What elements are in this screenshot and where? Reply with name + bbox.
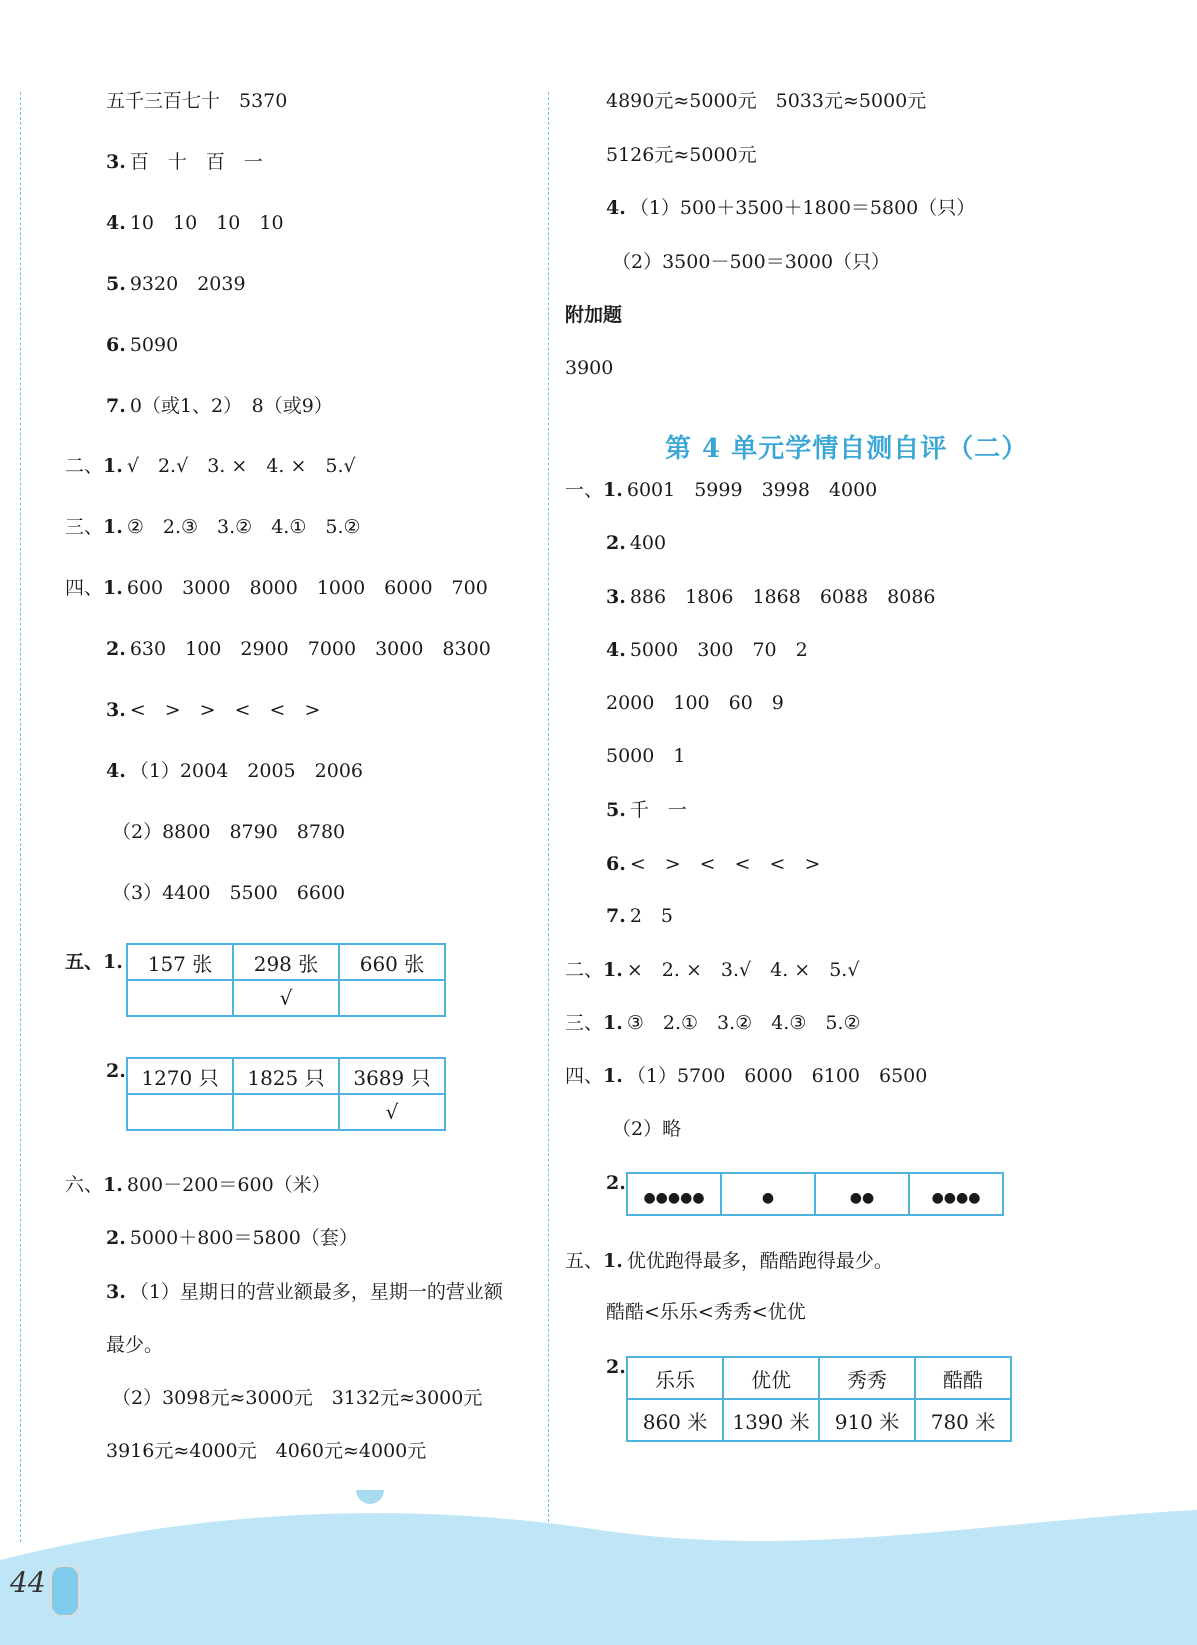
answer-text: （1）星期日的营业额最多，星期一的营业额	[129, 1281, 503, 1303]
item-number: 1.	[103, 577, 123, 599]
answer-line	[106, 1438, 426, 1464]
distance-cell: 1390 米	[723, 1399, 819, 1441]
item-number: 1.	[603, 1065, 623, 1087]
answer-line	[565, 302, 622, 328]
answer-line	[65, 575, 488, 601]
answer-line	[106, 88, 287, 114]
answer-line	[112, 819, 345, 845]
name-cell: 乐乐	[627, 1357, 723, 1399]
table-label: 2.	[106, 1060, 126, 1082]
check-cell: √	[339, 1094, 445, 1130]
answer-line	[106, 636, 491, 662]
dots-table	[626, 1172, 1004, 1216]
answer-line	[106, 149, 263, 175]
answer-line	[565, 1063, 927, 1089]
item-number: 2.	[106, 1227, 126, 1249]
table-label: 2.	[606, 1356, 626, 1378]
left-margin-divider	[20, 92, 21, 1542]
item-number: 1.	[103, 516, 123, 538]
answer-line	[106, 332, 178, 358]
item-number: 3.	[106, 699, 126, 721]
answer-text: ② 2.③ 3.② 4.① 5.②	[126, 516, 361, 538]
answer-text: 5000 300 70 2	[629, 639, 808, 661]
answer-text: 5090	[129, 334, 179, 356]
answer-text: × 2. × 3.√ 4. × 5.√	[626, 959, 860, 981]
item-number: 4.	[606, 639, 626, 661]
answer-table-2	[126, 1057, 446, 1131]
answer-text: 5000 1	[606, 745, 686, 767]
answer-line	[565, 1010, 861, 1036]
answer-line	[606, 195, 975, 221]
section-marker: 五、	[565, 1250, 604, 1272]
dots-cell: ●●	[815, 1173, 909, 1215]
answer-text: （2）8800 8790 8780	[112, 821, 346, 843]
table-cell: 157 张	[127, 944, 233, 980]
item-number: 4.	[106, 760, 126, 782]
answer-line	[106, 271, 246, 297]
answer-text: （2）3098元≈3000元 3132元≈3000元	[112, 1387, 483, 1409]
name-cell: 秀秀	[819, 1357, 915, 1399]
section-marker: 四、	[65, 577, 104, 599]
answer-line	[65, 1172, 331, 1198]
name-cell: 优优	[723, 1357, 819, 1399]
table-label: 2.	[606, 1172, 626, 1194]
answer-line	[606, 530, 666, 556]
answer-text: 886 1806 1868 6088 8086	[629, 586, 936, 608]
item-number: 1.	[603, 1250, 623, 1272]
item-number: 7.	[606, 905, 626, 927]
section-marker: 四、	[565, 1065, 604, 1087]
answer-text: 9320 2039	[129, 273, 246, 295]
answer-text: 630 100 2900 7000 3000 8300	[129, 638, 491, 660]
answer-line	[106, 393, 333, 419]
answer-text: 2000 100 60 9	[606, 692, 784, 714]
table-cell: 298 张	[233, 944, 339, 980]
answer-line	[606, 584, 936, 610]
answer-text: 400	[629, 532, 667, 554]
distance-cell: 860 米	[627, 1399, 723, 1441]
item-number: 1.	[103, 1174, 123, 1196]
answer-text: 4890元≈5000元 5033元≈5000元	[606, 90, 927, 112]
answer-line	[106, 1332, 163, 1358]
answer-text: （2）3500－500＝3000（只）	[612, 251, 891, 273]
item-number: 1.	[603, 479, 623, 501]
answer-text: （2）略	[612, 1118, 682, 1140]
item-number: 2.	[606, 532, 626, 554]
answer-line	[565, 957, 859, 983]
check-cell: √	[233, 980, 339, 1016]
answer-line	[106, 697, 320, 723]
answer-text: 优优跑得最多，酷酷跑得最少。	[626, 1250, 893, 1272]
answer-text: （1）2004 2005 2006	[129, 760, 363, 782]
answer-text: 最少。	[106, 1334, 164, 1356]
check-cell	[233, 1094, 339, 1130]
answer-line	[606, 142, 757, 168]
check-cell	[127, 1094, 233, 1130]
item-number: 5.	[106, 273, 126, 295]
section-marker: 二、	[65, 455, 104, 477]
answer-line	[65, 514, 361, 540]
section-marker: 一、	[565, 479, 604, 501]
answer-line	[106, 1225, 358, 1251]
answer-text: √ 2.√ 3. × 4. × 5.√	[126, 455, 356, 477]
section-marker: 三、	[565, 1012, 604, 1034]
answer-table-1	[126, 943, 446, 1017]
answer-text: < > < < < >	[629, 853, 821, 875]
answer-text: 千 一	[629, 799, 687, 821]
answer-line	[112, 880, 345, 906]
answer-line	[565, 355, 613, 381]
answer-line	[606, 690, 784, 716]
check-cell	[339, 980, 445, 1016]
column-divider	[548, 92, 549, 1542]
answer-text: 五千三百七十 5370	[106, 90, 288, 112]
answer-line	[106, 210, 284, 236]
item-number: 4.	[106, 212, 126, 234]
section-marker: 三、	[65, 516, 104, 538]
answer-text: 2 5	[629, 905, 674, 927]
running-distance-table	[626, 1356, 1012, 1442]
answer-line	[606, 851, 820, 877]
answer-line	[606, 743, 685, 769]
distance-cell: 910 米	[819, 1399, 915, 1441]
answer-text: ③ 2.① 3.② 4.③ 5.②	[626, 1012, 861, 1034]
distance-cell: 780 米	[915, 1399, 1011, 1441]
mascot-icon	[50, 1565, 80, 1617]
answer-text: 600 3000 8000 1000 6000 700	[126, 577, 488, 599]
answer-text: （1）5700 6000 6100 6500	[626, 1065, 928, 1087]
table-cell: 3689 只	[339, 1058, 445, 1094]
answer-line	[606, 903, 673, 929]
answer-text: 6001 5999 3998 4000	[626, 479, 878, 501]
answer-line	[565, 1248, 893, 1274]
dots-cell: ●●●●●	[627, 1173, 721, 1215]
answer-text: 5126元≈5000元	[606, 144, 757, 166]
answer-text: （3）4400 5500 6600	[112, 882, 346, 904]
answer-text: 5000＋800＝5800（套）	[129, 1227, 358, 1249]
table-cell: 1270 只	[127, 1058, 233, 1094]
table-cell: 1825 只	[233, 1058, 339, 1094]
answer-line	[612, 249, 890, 275]
section-marker: 六、	[65, 1174, 104, 1196]
answer-line	[612, 1116, 681, 1142]
table-label: 五、1.	[65, 951, 123, 973]
item-number: 6.	[106, 334, 126, 356]
section-marker: 二、	[565, 959, 604, 981]
answer-text: 10 10 10 10	[129, 212, 284, 234]
item-number: 1.	[603, 1012, 623, 1034]
answer-text: 3916元≈4000元 4060元≈4000元	[106, 1440, 427, 1462]
item-number: 2.	[106, 638, 126, 660]
answer-text: 附加题	[565, 304, 623, 326]
answer-text: 800－200＝600（米）	[126, 1174, 331, 1196]
name-cell: 酷酷	[915, 1357, 1011, 1399]
item-number: 3.	[106, 151, 126, 173]
answer-text: < > > < < >	[129, 699, 321, 721]
answer-text: 酷酷<乐乐<秀秀<优优	[606, 1301, 806, 1323]
check-cell	[127, 980, 233, 1016]
answer-line	[606, 637, 808, 663]
answer-line	[106, 758, 363, 784]
footer-wave-decoration	[0, 1490, 1197, 1645]
dots-cell: ●●●●	[909, 1173, 1003, 1215]
item-number: 1.	[603, 959, 623, 981]
answer-text: 0（或1、2） 8（或9）	[129, 395, 333, 417]
table-cell: 660 张	[339, 944, 445, 980]
answer-line	[65, 453, 356, 479]
item-number: 5.	[606, 799, 626, 821]
answer-text: （1）500＋3500＋1800＝5800（只）	[629, 197, 976, 219]
item-number: 4.	[606, 197, 626, 219]
answer-text: 3900	[565, 357, 614, 379]
answer-line	[606, 1299, 806, 1325]
answer-text: 百 十 百 一	[129, 151, 263, 173]
answer-line	[565, 477, 877, 503]
item-number: 7.	[106, 395, 126, 417]
dots-cell: ●	[721, 1173, 815, 1215]
answer-line	[606, 797, 687, 823]
item-number: 3.	[106, 1281, 126, 1303]
answer-line	[606, 88, 926, 114]
answer-line	[106, 1279, 503, 1305]
page-number: 44	[10, 1566, 46, 1599]
section-title: 第 4 单元学情自测自评（二）	[665, 434, 1029, 464]
answer-line	[112, 1385, 482, 1411]
item-number: 6.	[606, 853, 626, 875]
item-number: 1.	[103, 455, 123, 477]
item-number: 3.	[606, 586, 626, 608]
